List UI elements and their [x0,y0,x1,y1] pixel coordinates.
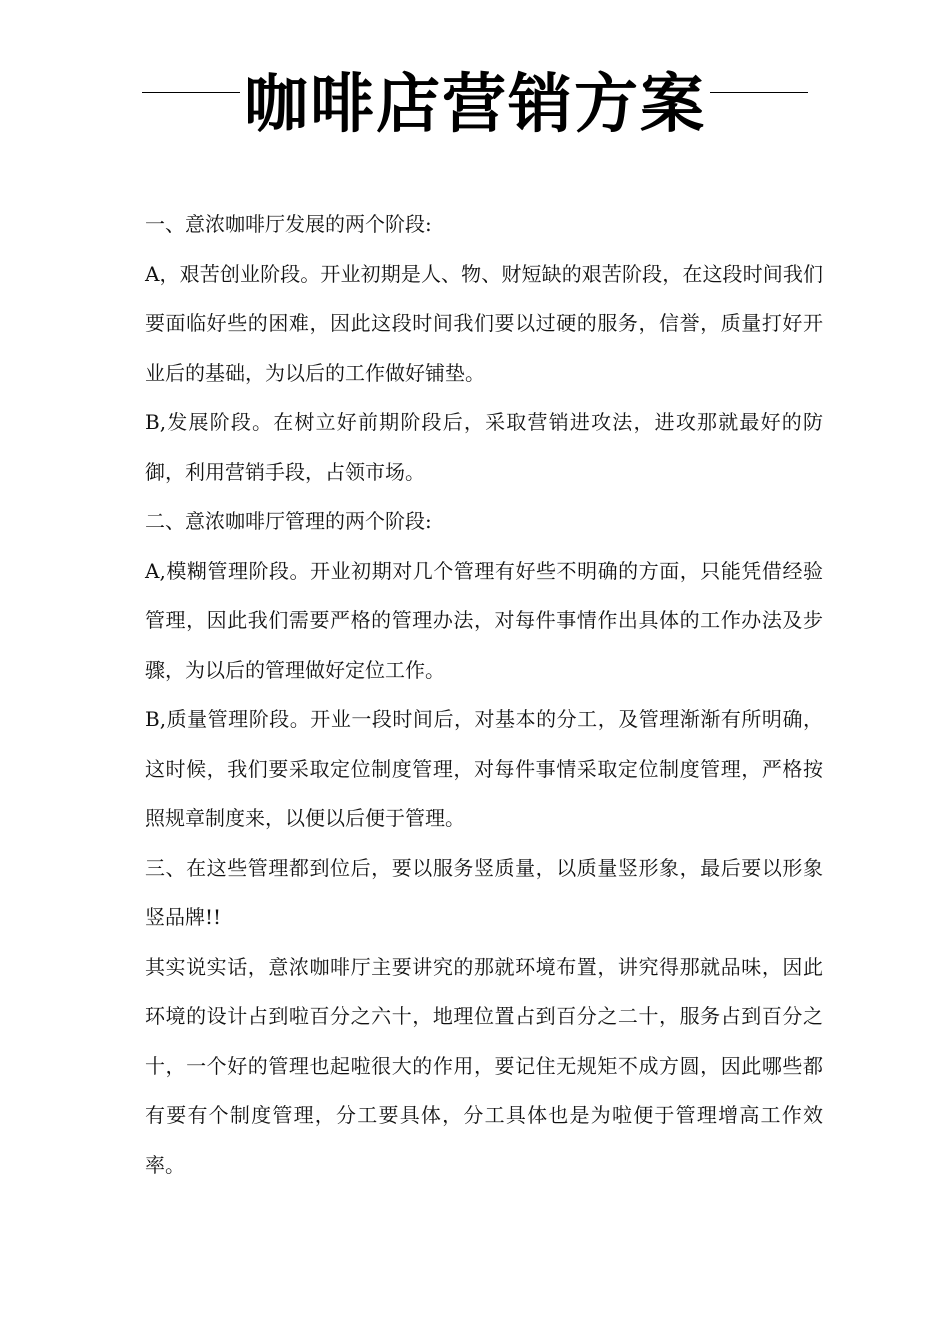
document-title-text: 咖啡店营销方案 [240,68,710,142]
closing-paragraph: 其实说实话，意浓咖啡厅主要讲究的那就环境布置，讲究得那就品味，因此环境的设计占到啦百分之六十，地理位置占到百分之二十，服务占到百分之十，一个好的管理也起啦很大的作用，要记住无规矩不成方圆，因此哪些都有要有个制度管理，分工要具体，分工具体也是为啦便于管理增高工作效率。 [145,954,823,1177]
document-body [145,200,823,1190]
paragraph-2b: B,质量管理阶段。开业一段时间后，对基本的分工，及管理渐渐有所明确，这时候，我们要采取定位制度管理，对每件事情采取定位制度管理，严格按照规章制度来，以便以后便于管理。 [145,707,823,830]
section-heading-1: 一、意浓咖啡厅发展的两个阶段: [145,212,432,236]
paragraph-1b: B,发展阶段。在树立好前期阶段后，采取营销进攻法，进攻那就最好的防御，利用营销手段，占领市场。 [145,410,823,484]
paragraph-1a: A，艰苦创业阶段。开业初期是人、物、财短缺的艰苦阶段，在这段时间我们要面临好些的困难，因此这段时间我们要以过硬的服务，信誉，质量打好开业后的基础，为以后的工作做好铺垫。 [145,261,823,385]
section-3: 三、在这些管理都到位后，要以服务竖质量，以质量竖形象，最后要以形象竖品牌!! [145,855,823,929]
section-heading-2: 二、意浓咖啡厅管理的两个阶段: [145,509,432,533]
paragraph-2a: A,模糊管理阶段。开业初期对几个管理有好些不明确的方面，只能凭借经验管理，因此我们需要严格的管理办法，对每件事情作出具体的工作办法及步骤，为以后的管理做好定位工作。 [145,558,823,682]
document-title [0,62,950,148]
